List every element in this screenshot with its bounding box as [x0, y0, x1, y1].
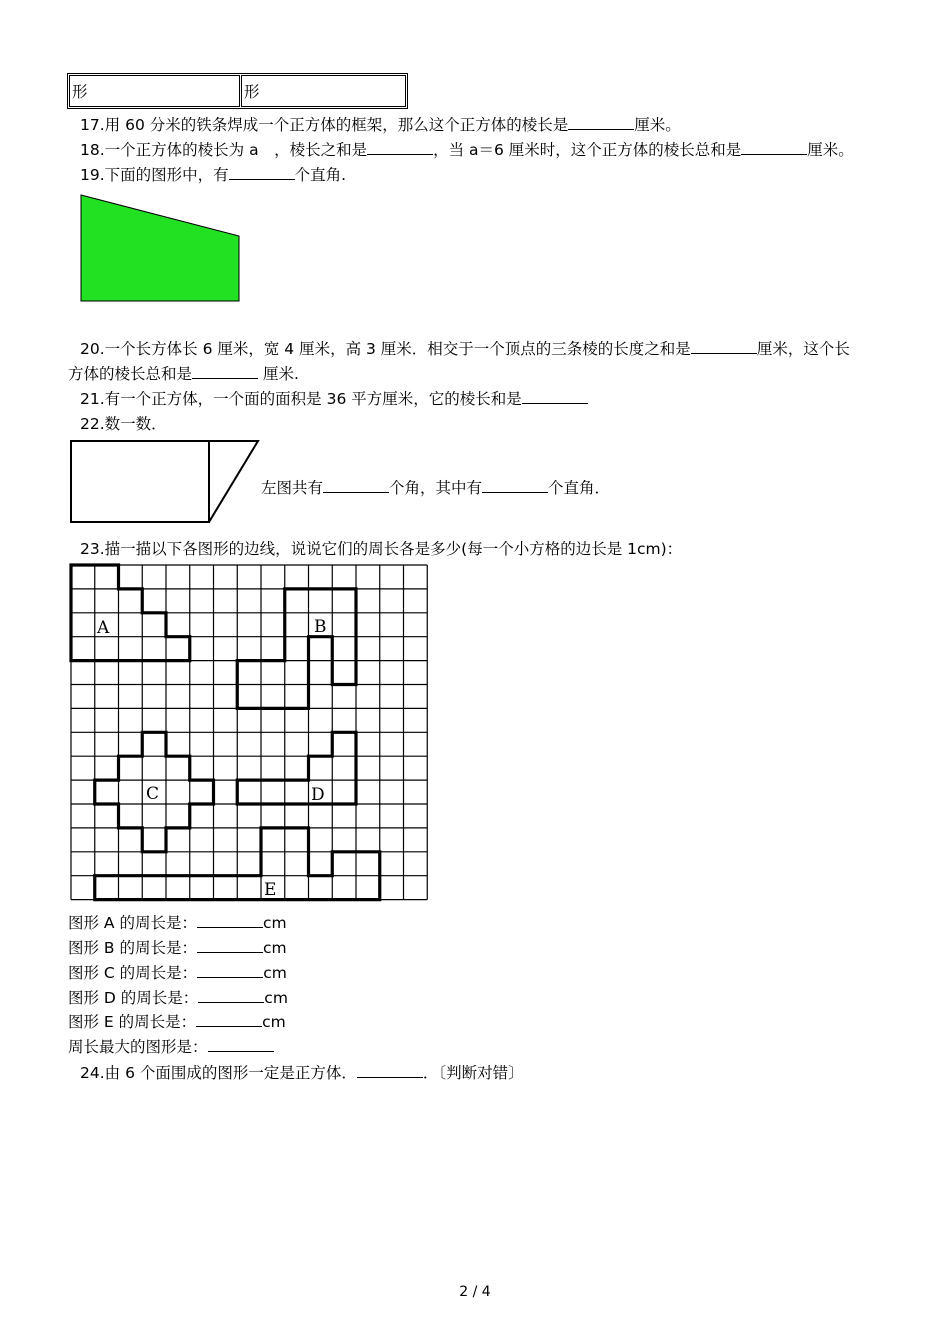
question-text: 19.下面的图形中，有	[80, 166, 229, 184]
answer-label: 图形 A 的周长是：	[68, 914, 197, 932]
answer-label: 图形 D 的周长是：	[68, 989, 199, 1007]
question-text: 个直角．	[548, 479, 611, 497]
answer-label: 图形 B 的周长是：	[68, 939, 197, 957]
shape-label-d: D	[311, 785, 325, 805]
answer-label: 图形 C 的周长是：	[68, 964, 198, 982]
question-text: 17.用 60 分米的铁条焊成一个正方体的框架，那么这个正方体的棱长是	[80, 116, 569, 134]
question-text: 个角，其中有	[389, 479, 483, 497]
question-text: 24.由 6 个面围成的图形一定是正方体．	[80, 1064, 357, 1082]
answer-line-e	[68, 1011, 286, 1033]
table-cell: 形	[241, 75, 406, 107]
answer-line-max	[68, 1036, 274, 1058]
table-cell: 形	[69, 75, 240, 107]
question-text: ，当 a＝6 厘米时，这个正方体的棱长总和是	[433, 141, 742, 159]
question-text: 厘米。	[634, 116, 681, 134]
question-text: 厘米。	[807, 141, 854, 159]
answer-line-a	[68, 912, 287, 934]
answer-blank[interactable]	[198, 988, 264, 1003]
question-text: ．〔判断对错〕	[422, 1064, 524, 1082]
question-text: 23.描一描以下各图形的边线，说说它们的周长各是多少(每一个小方格的边长是 1cm)：	[80, 540, 683, 558]
unit: cm	[263, 964, 287, 982]
unit: cm	[262, 914, 287, 932]
question-text: 厘米.	[258, 365, 299, 383]
question-text: 18.一个正方体的棱长为 a ，棱长之和是	[80, 141, 368, 159]
question-24	[80, 1062, 524, 1084]
answer-label: 周长最大的图形是：	[68, 1038, 208, 1056]
question-text: 22.数一数．	[80, 415, 167, 433]
page-number: 2 / 4	[459, 1284, 491, 1300]
grid-lines	[71, 565, 427, 900]
unit: cm	[262, 1013, 286, 1031]
shape-b-outline	[237, 589, 356, 709]
unit: cm	[263, 939, 287, 957]
question-text: 厘米，这个长	[756, 340, 850, 358]
answer-blank[interactable]	[196, 1012, 262, 1027]
answer-blank[interactable]	[197, 963, 263, 978]
answer-line-b	[68, 937, 287, 959]
shape-label-e: E	[264, 880, 277, 900]
shape-d-outline	[237, 732, 356, 804]
question-text: 方体的棱长总和是	[68, 365, 193, 383]
answer-blank[interactable]	[357, 1063, 423, 1078]
answer-line-c	[68, 962, 287, 984]
answer-label: 图形 E 的周长是：	[68, 1013, 197, 1031]
shape-label-a: A	[97, 618, 110, 638]
answer-blank[interactable]	[208, 1037, 274, 1052]
question-text: 个直角.	[294, 166, 347, 184]
unit: cm	[264, 989, 288, 1007]
shape-label-c: C	[146, 784, 160, 804]
question-text: 21.有一个正方体，一个面的面积是 36 平方厘米，它的棱长和是	[80, 390, 522, 408]
answer-blank[interactable]	[197, 938, 263, 953]
question-text: 20.一个长方体长 6 厘米，宽 4 厘米，高 3 厘米．相交于一个顶点的三条棱的长度之和是	[80, 340, 691, 358]
question-text: 左图共有	[261, 479, 324, 497]
answer-line-d	[68, 987, 288, 1009]
answer-blank[interactable]	[197, 913, 263, 928]
shape-label-b: B	[314, 617, 327, 637]
